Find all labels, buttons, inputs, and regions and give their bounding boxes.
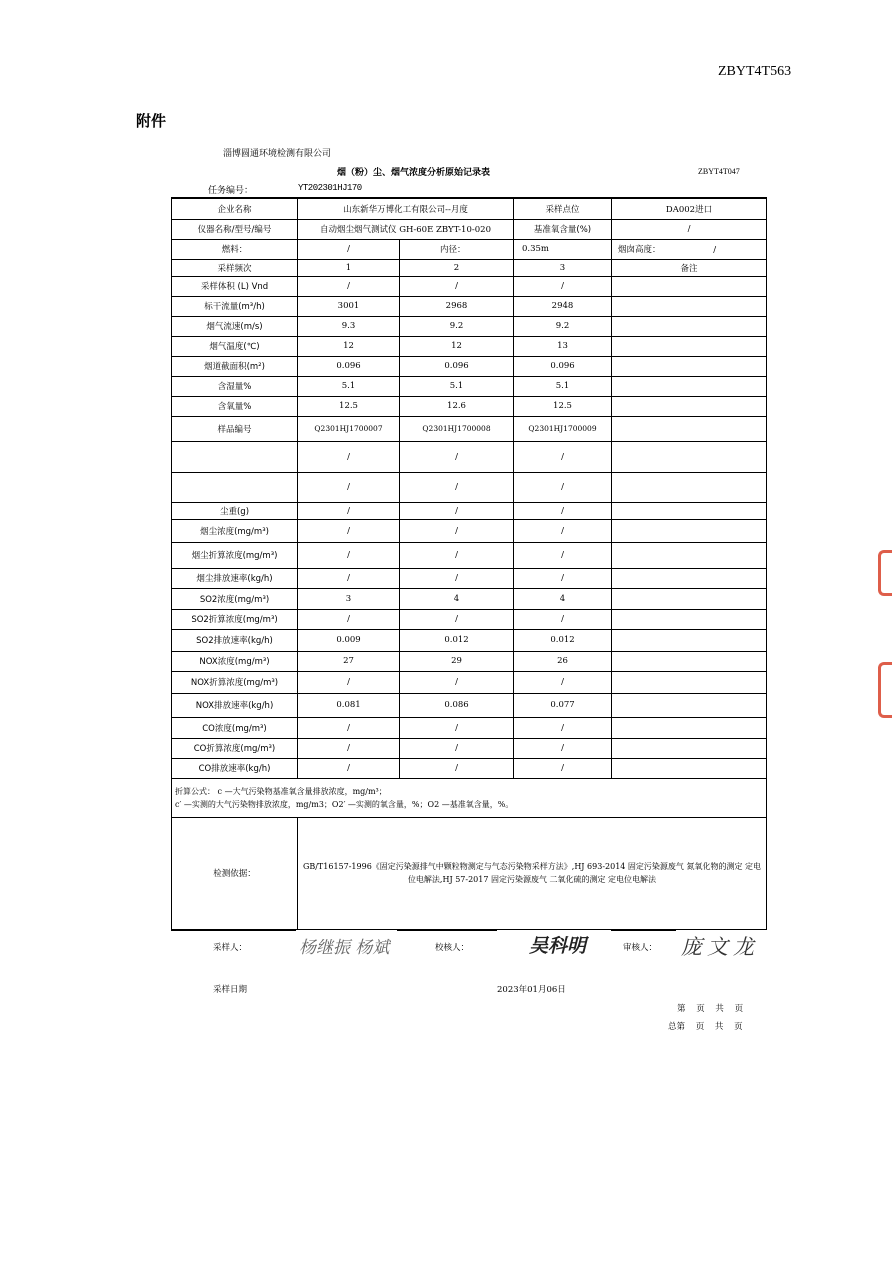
- cell-col-1: /: [298, 717, 400, 738]
- stack-height-value: /: [713, 245, 717, 255]
- formula-cell: [172, 778, 767, 817]
- instrument-value: 自动烟尘烟气测试仪 GH-60E ZBYT-10-020: [298, 219, 514, 239]
- cell-col-1: /: [298, 738, 400, 758]
- row-label: CO排放速率(kg/h): [172, 758, 298, 778]
- row-label: [172, 441, 298, 472]
- checker-signature: 吴科明: [529, 935, 587, 957]
- cell-col-1: /: [298, 671, 400, 693]
- row-label: 烟尘排放速率(kg/h): [172, 568, 298, 588]
- cell-col-1: /: [298, 609, 400, 629]
- stack-height-label: 烟囱高度：: [618, 245, 661, 255]
- company-name: 淄博圆通环境检测有限公司: [223, 149, 332, 159]
- sampling-date-label: 采样日期: [213, 985, 248, 995]
- cell-col-3: /: [514, 568, 612, 588]
- cell-col-1: 12.5: [298, 396, 400, 416]
- reviewer-signature: 庞文龙: [681, 935, 759, 959]
- cell-col-3: /: [514, 542, 612, 568]
- cell-col-3: 5.1: [514, 376, 612, 396]
- remark-header: 备注: [612, 259, 767, 276]
- cell-col-2: 5.1: [400, 376, 514, 396]
- cell-col-3: /: [514, 758, 612, 778]
- row-label: NOX排放速率(kg/h): [172, 693, 298, 717]
- remark-cell: [612, 758, 767, 778]
- row-label: CO浓度(mg/m³): [172, 717, 298, 738]
- instrument-label: 仪器名称/型号/编号: [172, 219, 298, 239]
- cell-col-2: Q2301HJ1700008: [400, 416, 514, 441]
- table-row: [172, 568, 767, 588]
- table-row: [172, 758, 767, 778]
- table-row: [172, 651, 767, 671]
- diameter-value: 0.35m: [514, 239, 612, 259]
- table-row: [172, 472, 767, 502]
- cell-col-1: /: [298, 441, 400, 472]
- cell-col-1: 0.096: [298, 356, 400, 376]
- cell-col-1: /: [298, 276, 400, 296]
- cell-col-1: 0.009: [298, 629, 400, 651]
- cell-col-1: /: [298, 472, 400, 502]
- stack-height-cell: [612, 239, 767, 259]
- row-label: NOX浓度(mg/m³): [172, 651, 298, 671]
- table-row: [172, 671, 767, 693]
- cell-col-3: 4: [514, 588, 612, 609]
- table-row: [172, 519, 767, 542]
- cell-col-3: /: [514, 441, 612, 472]
- cell-col-1: 9.3: [298, 316, 400, 336]
- frequency-3: 3: [514, 259, 612, 276]
- frequency-label: 采样频次: [172, 259, 298, 276]
- table-row: [172, 316, 767, 336]
- attachment-heading: 附件: [136, 112, 167, 130]
- cell-col-2: /: [400, 568, 514, 588]
- remark-cell: [612, 441, 767, 472]
- cell-col-3: /: [514, 717, 612, 738]
- remark-cell: [612, 472, 767, 502]
- cell-col-2: 0.096: [400, 356, 514, 376]
- company-label: 企业名称: [172, 198, 298, 219]
- formula-row: [172, 778, 767, 817]
- remark-cell: [612, 717, 767, 738]
- cell-col-1: 3: [298, 588, 400, 609]
- sampler-signature: 杨继振 杨斌: [299, 938, 390, 958]
- cell-col-1: 0.081: [298, 693, 400, 717]
- remark-cell: [612, 738, 767, 758]
- document-code: ZBYT4T563: [718, 64, 792, 79]
- remark-cell: [612, 276, 767, 296]
- cell-col-2: /: [400, 542, 514, 568]
- cell-col-3: Q2301HJ1700009: [514, 416, 612, 441]
- signature-rule: [611, 929, 676, 931]
- remark-cell: [612, 336, 767, 356]
- cell-col-3: 12.5: [514, 396, 612, 416]
- cell-col-1: Q2301HJ1700007: [298, 416, 400, 441]
- cell-col-3: /: [514, 472, 612, 502]
- cell-col-3: 2948: [514, 296, 612, 316]
- cell-col-3: 0.077: [514, 693, 612, 717]
- remark-cell: [612, 651, 767, 671]
- table-row: [172, 738, 767, 758]
- cell-col-1: 5.1: [298, 376, 400, 396]
- checker-label: 校核人：: [435, 943, 470, 953]
- table-row: [172, 336, 767, 356]
- row-label: CO折算浓度(mg/m³): [172, 738, 298, 758]
- table-row: [172, 502, 767, 519]
- cell-col-2: 29: [400, 651, 514, 671]
- table-row: [172, 629, 767, 651]
- page-counter: 第 页 共 页: [677, 1004, 744, 1014]
- row-label: [172, 472, 298, 502]
- task-number-value: YT202301HJ170: [298, 183, 362, 193]
- row-label: 含湿量%: [172, 376, 298, 396]
- remark-cell: [612, 671, 767, 693]
- cell-col-2: 0.012: [400, 629, 514, 651]
- site-value: DA002进口: [612, 198, 767, 219]
- cell-col-2: 12.6: [400, 396, 514, 416]
- signature-rule: [171, 929, 296, 931]
- cell-col-1: 12: [298, 336, 400, 356]
- cell-col-2: /: [400, 671, 514, 693]
- row-label: 标干流量(m³/h): [172, 296, 298, 316]
- red-seal-fragment: [878, 550, 892, 596]
- table-row: [172, 396, 767, 416]
- cell-col-2: 12: [400, 336, 514, 356]
- row-label: 烟尘折算浓度(mg/m³): [172, 542, 298, 568]
- remark-cell: [612, 588, 767, 609]
- reviewer-label: 审核人：: [623, 943, 658, 953]
- site-label: 采样点位: [514, 198, 612, 219]
- cell-col-1: /: [298, 568, 400, 588]
- remark-cell: [612, 376, 767, 396]
- remark-cell: [612, 502, 767, 519]
- record-table: [171, 197, 767, 930]
- signature-rule: [397, 929, 497, 931]
- row-label: SO2折算浓度(mg/m³): [172, 609, 298, 629]
- remark-cell: [612, 693, 767, 717]
- remark-cell: [612, 416, 767, 441]
- cell-col-3: /: [514, 276, 612, 296]
- cell-col-2: /: [400, 609, 514, 629]
- cell-col-3: 26: [514, 651, 612, 671]
- cell-col-3: /: [514, 502, 612, 519]
- cell-col-1: /: [298, 542, 400, 568]
- cell-col-2: 4: [400, 588, 514, 609]
- row-label: 采样体积 (L) Vnd: [172, 276, 298, 296]
- cell-col-3: /: [514, 738, 612, 758]
- cell-col-2: /: [400, 519, 514, 542]
- table-row: [172, 376, 767, 396]
- remark-cell: [612, 629, 767, 651]
- cell-col-3: 0.012: [514, 629, 612, 651]
- cell-col-2: /: [400, 472, 514, 502]
- cell-col-2: /: [400, 276, 514, 296]
- remark-cell: [612, 316, 767, 336]
- row-label: 烟气流速(m/s): [172, 316, 298, 336]
- cell-col-2: /: [400, 717, 514, 738]
- fuel-label: 燃料：: [172, 239, 298, 259]
- company-value: 山东新华万博化工有限公司--月度: [298, 198, 514, 219]
- form-code: ZBYT4T047: [698, 167, 740, 176]
- cell-col-3: 9.2: [514, 316, 612, 336]
- basis-text: GB/T16157-1996《固定污染源排气中颗粒物测定与气态污染物采样方法》,HJ 693-2014 固定污染源废气 氮氧化物的测定 定电位电解法,HJ 57-2017 固定污染源废气 二氧化硫的测定 定电位电解法: [298, 817, 767, 929]
- cell-col-3: /: [514, 671, 612, 693]
- cell-col-1: 3001: [298, 296, 400, 316]
- total-page-counter: 总第 页 共 页: [668, 1022, 743, 1032]
- cell-col-2: /: [400, 441, 514, 472]
- frequency-2: 2: [400, 259, 514, 276]
- row-label: SO2排放速率(kg/h): [172, 629, 298, 651]
- cell-col-2: /: [400, 502, 514, 519]
- cell-col-2: /: [400, 738, 514, 758]
- row-label: NOX折算浓度(mg/m³): [172, 671, 298, 693]
- table-row: [172, 588, 767, 609]
- row-label: 尘重(g): [172, 502, 298, 519]
- cell-col-3: 0.096: [514, 356, 612, 376]
- diameter-label: 内径：: [400, 239, 514, 259]
- oxygen-ref-label: 基准氧含量(%): [514, 219, 612, 239]
- cell-col-1: /: [298, 519, 400, 542]
- sampling-date-value: 2023年01月06日: [497, 985, 566, 995]
- formula-line-2: c′ —实测的大气污染物排放浓度，mg/m3；O2′ —实测的氧含量，%；O2 —基准氧含量，%。: [175, 799, 514, 809]
- cell-col-3: /: [514, 609, 612, 629]
- row-label: 烟尘浓度(mg/m³): [172, 519, 298, 542]
- basis-label: 检测依据：: [172, 817, 298, 929]
- basis-row: [172, 817, 767, 929]
- row-label: SO2浓度(mg/m³): [172, 588, 298, 609]
- table-row: [172, 356, 767, 376]
- signature-row: [171, 929, 766, 969]
- formula-line-1: 折算公式： c —大气污染物基准氧含量排放浓度，mg/m³；: [175, 786, 387, 796]
- red-seal-fragment: [878, 662, 892, 718]
- remark-cell: [612, 356, 767, 376]
- remark-cell: [612, 609, 767, 629]
- cell-col-1: 27: [298, 651, 400, 671]
- table-row: [172, 296, 767, 316]
- table-row: [172, 441, 767, 472]
- remark-cell: [612, 296, 767, 316]
- remark-cell: [612, 519, 767, 542]
- table-row: [172, 542, 767, 568]
- cell-col-2: 2968: [400, 296, 514, 316]
- cell-col-2: 0.086: [400, 693, 514, 717]
- fuel-value: /: [298, 239, 400, 259]
- row-label: 含氧量%: [172, 396, 298, 416]
- sampler-label: 采样人：: [213, 943, 248, 953]
- row-label: 烟气温度(℃): [172, 336, 298, 356]
- cell-col-1: /: [298, 758, 400, 778]
- oxygen-ref-value: /: [612, 219, 767, 239]
- remark-cell: [612, 568, 767, 588]
- cell-col-3: /: [514, 519, 612, 542]
- table-row: [172, 609, 767, 629]
- task-number-label: 任务编号：: [208, 186, 254, 196]
- remark-cell: [612, 396, 767, 416]
- form-title: 烟（粉）尘、烟气浓度分析原始记录表: [337, 168, 491, 178]
- table-row: [172, 276, 767, 296]
- cell-col-1: /: [298, 502, 400, 519]
- frequency-1: 1: [298, 259, 400, 276]
- table-row: [172, 416, 767, 441]
- cell-col-3: 13: [514, 336, 612, 356]
- remark-cell: [612, 542, 767, 568]
- row-label: 烟道截面积(m²): [172, 356, 298, 376]
- cell-col-2: /: [400, 758, 514, 778]
- table-row: [172, 693, 767, 717]
- row-label: 样品编号: [172, 416, 298, 441]
- cell-col-2: 9.2: [400, 316, 514, 336]
- table-row: [172, 717, 767, 738]
